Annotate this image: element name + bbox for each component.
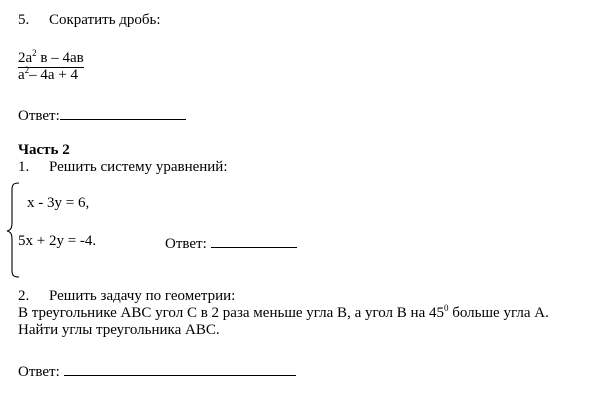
task1-text: Решить систему уравнений: <box>49 159 228 175</box>
task1-heading <box>18 159 228 176</box>
answer-label: Ответ: <box>18 108 60 124</box>
task2-number: 2. <box>18 288 30 304</box>
fraction-denominator: $a^2-$ 4a + 4 <box>18 65 79 83</box>
task5-text: Сократить дробь: <box>49 12 161 28</box>
task1-answer <box>165 233 297 253</box>
answer-label: Ответ: <box>165 236 207 252</box>
task5-heading <box>18 12 161 29</box>
answer-blank[interactable] <box>60 105 186 120</box>
task2-heading <box>18 288 235 305</box>
task5-number: 5. <box>18 12 30 28</box>
task2-text: Решить задачу по геометрии: <box>49 288 236 304</box>
task2-problem-line1: В треугольнике АВС угол С в 2 раза меньше угла В, а угол В на $45^0$ больше угла А. <box>18 303 549 321</box>
part2-title: Часть 2 <box>18 142 70 158</box>
fraction-numerator: $2a^2$ в – 4ав <box>18 48 84 66</box>
answer-blank[interactable] <box>64 361 296 376</box>
task5-answer <box>18 105 186 125</box>
equation-2: 5x + 2y = -4. <box>18 233 97 249</box>
task2-problem-line2: Найти углы треугольника АВС. <box>18 322 220 338</box>
task2-answer <box>18 361 296 381</box>
task1-number: 1. <box>18 159 30 175</box>
equation-1: x - 3y = 6, <box>27 195 90 211</box>
answer-blank[interactable] <box>211 233 297 248</box>
system-brace-icon <box>6 182 22 278</box>
answer-label: Ответ: <box>18 364 60 380</box>
